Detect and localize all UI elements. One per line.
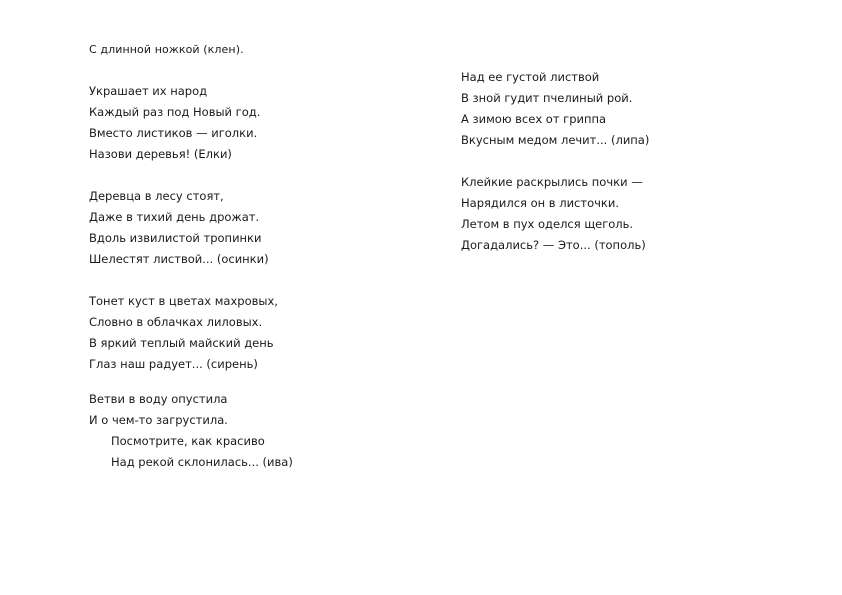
riddle-line: Деревца в лесу стоят, bbox=[89, 189, 224, 203]
riddle-line: И о чем-то загрустила. bbox=[89, 413, 228, 427]
riddle-line: Даже в тихий день дрожат. bbox=[89, 210, 260, 224]
riddle-fragment-header: С длинной ножкой (клен). bbox=[89, 43, 244, 56]
riddle-line: Вкусным медом лечит... (липа) bbox=[461, 133, 650, 147]
riddle-line: Догадались? — Это... (тополь) bbox=[461, 238, 646, 252]
riddle-line: В зной гудит пчелиный рой. bbox=[461, 91, 633, 105]
riddle-line: Украшает их народ bbox=[89, 84, 208, 98]
riddle-line: Назови деревья! (Елки) bbox=[89, 147, 232, 161]
riddle-line: Каждый раз под Новый год. bbox=[89, 105, 261, 119]
riddle-line: Вместо листиков — иголки. bbox=[89, 126, 258, 140]
riddle-line: Над ее густой листвой bbox=[461, 70, 600, 84]
riddle-line: Глаз наш радует... (сирень) bbox=[89, 357, 258, 371]
riddle-line: Вдоль извилистой тропинки bbox=[89, 231, 262, 245]
riddle-line: Тонет куст в цветах махровых, bbox=[89, 294, 278, 308]
riddle-line: Словно в облачках лиловых. bbox=[89, 315, 263, 329]
riddle-line: Ветви в воду опустила bbox=[89, 392, 228, 406]
riddle-line: А зимою всех от гриппа bbox=[461, 112, 607, 126]
riddle-line: Над рекой склонилась... (ива) bbox=[111, 455, 293, 469]
riddle-line: Летом в пух оделся щеголь. bbox=[461, 217, 634, 231]
riddle-line: Нарядился он в листочки. bbox=[461, 196, 619, 210]
riddle-line: Шелестят листвой... (осинки) bbox=[89, 252, 269, 266]
riddle-line: Посмотрите, как красиво bbox=[111, 434, 265, 448]
riddle-line: Клейкие раскрылись почки — bbox=[461, 175, 643, 189]
riddle-line: В яркий теплый майский день bbox=[89, 336, 274, 350]
